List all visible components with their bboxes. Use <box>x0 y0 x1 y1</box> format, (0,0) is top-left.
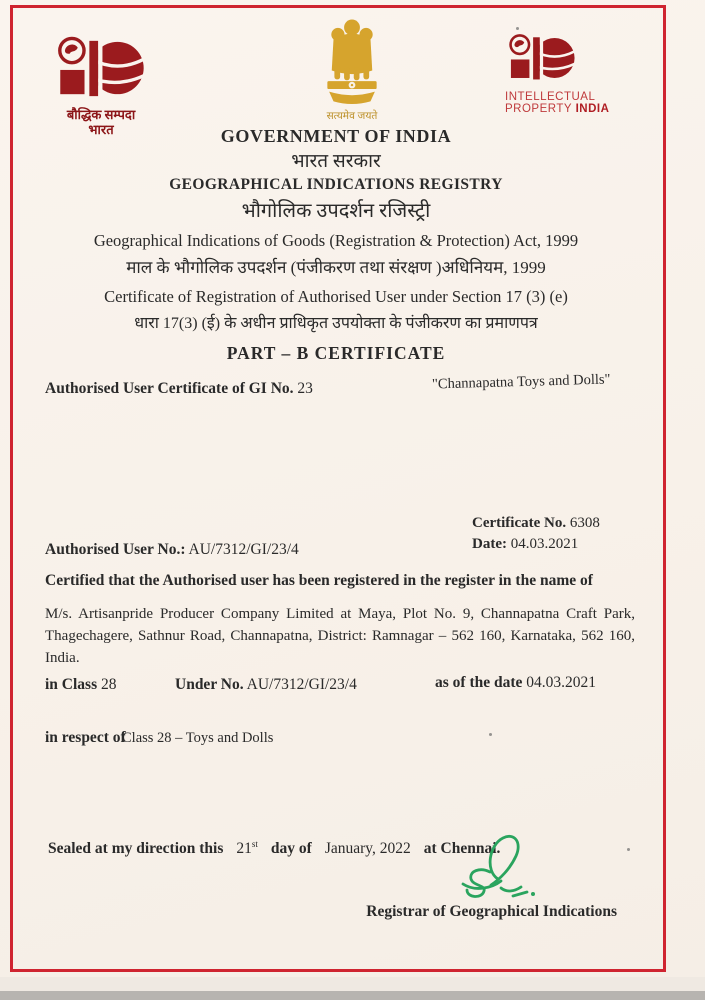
certificate-number-label: Certificate No. <box>472 515 567 531</box>
government-of-india-title-hindi: भारत सरकार <box>291 151 381 172</box>
as-of-date-line <box>435 674 596 692</box>
ashoka-emblem-icon <box>309 16 395 104</box>
signature-icon <box>456 833 541 907</box>
gi-name: "Channapatna Toys and Dolls" <box>431 371 611 393</box>
sealed-day-number: 21 <box>236 840 252 858</box>
right-logo-india-text: INDIA <box>575 103 610 115</box>
ip-india-logo-icon <box>505 33 579 83</box>
left-logo-caption-line1: बौद्धिक सम्पदा <box>66 107 136 122</box>
scan-speck <box>516 27 519 30</box>
authorised-user-value: AU/7312/GI/23/4 <box>188 541 299 558</box>
sealed-tail-text: at Chennai. <box>423 840 501 858</box>
registry-title-hindi: भौगोलिक उपदर्शन रजिस्ट्री <box>241 200 431 222</box>
section-line: Certificate of Registration of Authorised User under Section 17 (3) (e) <box>104 287 568 306</box>
under-number-line <box>175 676 357 694</box>
in-class-label: in Class <box>45 676 98 693</box>
certificate-number-value: 6308 <box>569 515 600 531</box>
as-of-date-value: 04.03.2021 <box>526 674 597 691</box>
certified-statement: Certified that the Authorised user has been registered in the register in the name of <box>45 572 593 589</box>
act-title: Geographical Indications of Goods (Registration & Protection) Act, 1999 <box>93 231 579 250</box>
gi-number-value: 23 <box>297 380 313 397</box>
scan-edge-shadow <box>0 991 705 1000</box>
under-number-label: Under No. <box>175 676 244 693</box>
emblem-caption: सत्यमेव जयते <box>326 111 378 122</box>
sealed-day-suffix: st <box>251 839 258 849</box>
in-respect-of-value: Class 28 – Toys and Dolls <box>122 730 274 746</box>
sealed-day <box>236 840 258 857</box>
ip-india-logo-icon <box>51 36 151 100</box>
ip-india-logo-left <box>46 36 156 137</box>
left-logo-caption-line2: भारत <box>88 122 114 137</box>
right-logo-property-text: PROPERTY <box>505 103 572 115</box>
scan-speck <box>627 848 630 851</box>
right-logo-caption-line2 <box>505 103 635 115</box>
gi-number-line <box>45 380 313 398</box>
registrant-name-address: M/s. Artisanpride Producer Company Limited at Maya, Plot No. 9, Channapatna Craft Park, Thagechagere, Sathnur Road, Channapatna, District: Ramnagar – 562 160, Karnataka, 562 160, India. <box>45 606 635 666</box>
date-label: Date: <box>472 536 507 552</box>
as-of-date-label: as of the date <box>435 674 523 691</box>
sealed-lead-text: Sealed at my direction this <box>48 840 224 858</box>
in-class-line <box>45 676 117 694</box>
class-number-value: 28 <box>101 676 117 693</box>
sealed-date: January, 2022 <box>324 840 411 858</box>
in-respect-of-label: in respect of <box>45 729 126 746</box>
ip-india-logo-right <box>505 33 635 115</box>
authorised-user-number-line <box>45 541 299 559</box>
certificate-number-block <box>472 513 600 555</box>
government-of-india-title: GOVERNMENT OF INDIA <box>220 126 452 146</box>
act-title-hindi: माल के भौगोलिक उपदर्शन (पंजीकरण तथा संरक्षण )अधिनियम, 1999 <box>126 258 546 277</box>
national-emblem <box>302 16 402 123</box>
authorised-user-label: Authorised User No.: <box>45 541 186 558</box>
section-line-hindi: धारा 17(3) (ई) के अधीन प्राधिकृत उपयोक्ता के पंजीकरण का प्रमाणपत्र <box>134 315 538 332</box>
sealed-statement <box>48 839 500 858</box>
part-b-certificate-title: PART – B CERTIFICATE <box>226 343 446 363</box>
certificate-number-line <box>472 513 600 534</box>
certificate-date-line <box>472 534 600 555</box>
scan-paper-edge <box>0 977 705 991</box>
registrar-signature <box>456 833 541 912</box>
under-number-value: AU/7312/GI/23/4 <box>246 676 357 693</box>
date-value: 04.03.2021 <box>510 536 579 552</box>
registry-title: GEOGRAPHICAL INDICATIONS REGISTRY <box>169 176 503 193</box>
scan-speck <box>489 733 492 736</box>
registrar-title: Registrar of Geographical Indications <box>366 903 617 920</box>
sealed-mid-text: day of <box>270 840 312 858</box>
gi-number-label: Authorised User Certificate of GI No. <box>45 380 294 397</box>
right-logo-caption-line1: INTELLECTUAL <box>505 91 596 103</box>
